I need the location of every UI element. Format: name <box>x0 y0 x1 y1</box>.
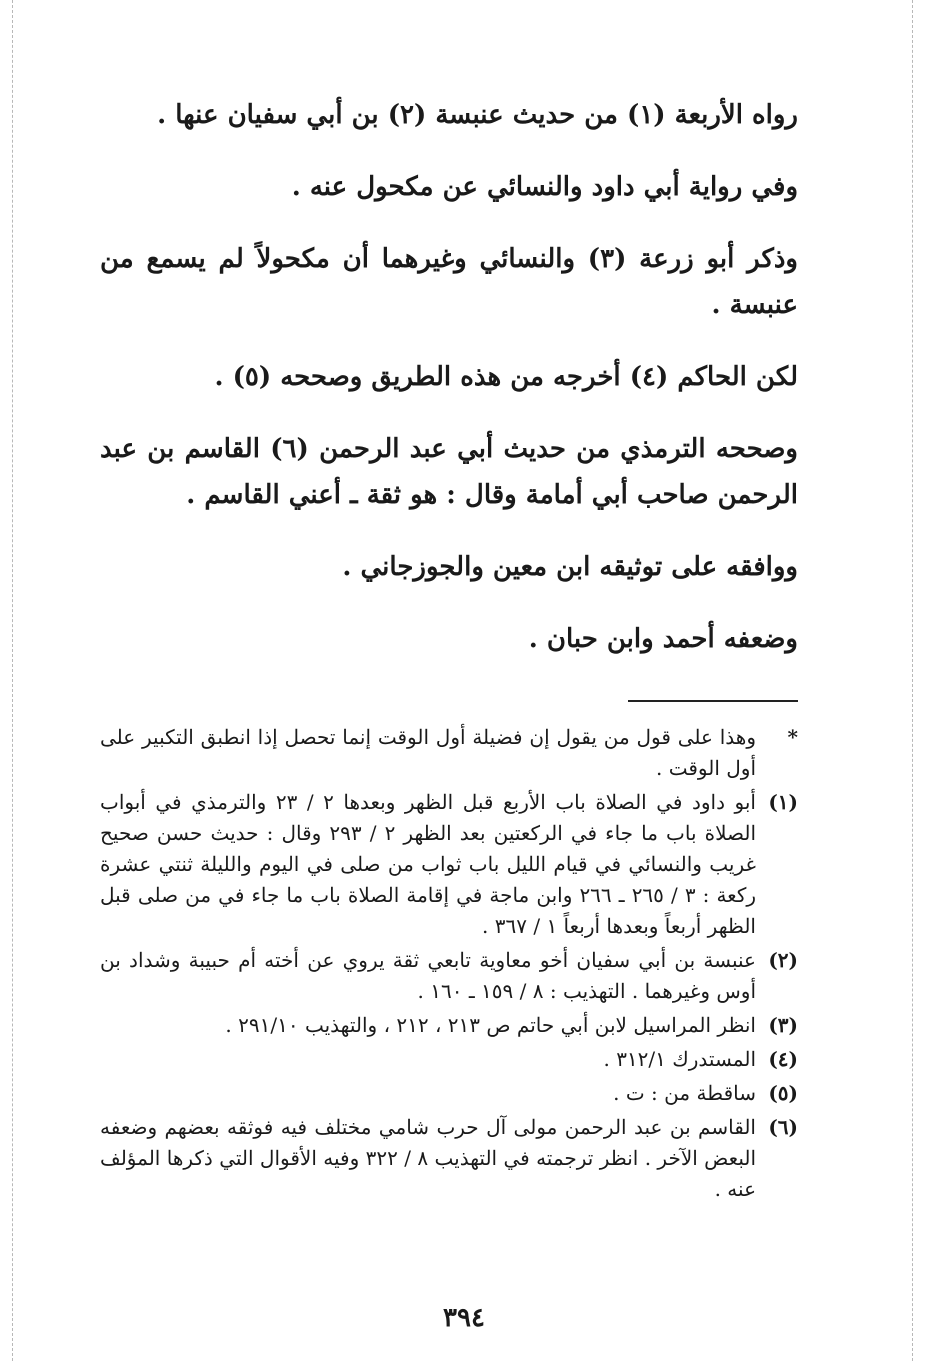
footnote-separator <box>628 700 798 702</box>
footnote <box>100 1010 798 1041</box>
paragraph: وصححه الترمذي من حديث أبي عبد الرحمن (٦) القاسم بن عبد الرحمن صاحب أبي أمامة وقال : هو ثقة ـ أعني القاسم . <box>100 434 798 510</box>
footnote-text: المستدرك ٣١٢/١ . <box>603 1047 756 1071</box>
main-text <box>100 92 798 662</box>
footnote-marker: (٥) <box>768 1081 798 1105</box>
footnote-text: انظر المراسيل لابن أبي حاتم ص ٢١٣ ، ٢١٢ ، والتهذيب ٢٩١/١٠ . <box>225 1013 756 1037</box>
paragraph: وفي رواية أبي داود والنسائي عن مكحول عنه . <box>291 172 798 202</box>
footnote-marker: (٤) <box>768 1047 798 1071</box>
paragraph: رواه الأربعة (١) من حديث عنبسة (٢) بن أبي سفيان عنها . <box>157 100 798 130</box>
book-page <box>100 92 798 1292</box>
footnote-marker: (٢) <box>768 948 798 972</box>
paragraph: وذكر أبو زرعة (٣) والنسائي وغيرهما أن مكحولاً لم يسمع من عنبسة . <box>100 244 798 320</box>
footnote <box>100 1044 798 1075</box>
paragraph: لكن الحاكم (٤) أخرجه من هذه الطريق وصححه (٥) . <box>214 362 798 392</box>
footnote-text: وهذا على قول من يقول إن فضيلة أول الوقت إنما تحصل إذا انطبق التكبير على أول الوقت . <box>100 725 756 780</box>
footnote <box>100 1078 798 1109</box>
footnote-marker: (١) <box>768 790 798 814</box>
footnote <box>100 722 798 784</box>
footnote <box>100 1112 798 1205</box>
left-margin-dots <box>12 0 13 1361</box>
footnote-text: القاسم بن عبد الرحمن مولى آل حرب شامي مختلف فيه فوثقه بعضهم وضعفه البعض الآخر . انظر ترجمته في التهذيب ٨ / ٣٢٢ وفيه الأقوال التي ذكرها المؤلف عنه . <box>100 1115 757 1201</box>
footnote-marker: * <box>787 725 798 749</box>
page-number: ٣٩٤ <box>443 1303 485 1333</box>
footnote-text: ساقطة من : ت . <box>613 1081 756 1105</box>
footnote <box>100 945 798 1007</box>
footnote-text: عنبسة بن أبي سفيان أخو معاوية تابعي ثقة يروي عن أخته أم حبيبة وشداد بن أوس وغيرهما . التهذيب : ٨ / ١٥٩ ـ ١٦٠ . <box>100 948 756 1003</box>
paragraph: وضعفه أحمد وابن حبان . <box>528 624 798 654</box>
footnote-marker: (٦) <box>768 1115 798 1139</box>
right-margin-dots <box>912 0 913 1361</box>
footnote-marker: (٣) <box>768 1013 798 1037</box>
paragraph: ووافقه على توثيقه ابن معين والجوزجاني . <box>342 552 798 582</box>
footnote <box>100 787 798 942</box>
footnotes <box>100 722 798 1205</box>
footnote-text: أبو داود في الصلاة باب الأربع قبل الظهر وبعدها ٢ / ٢٣ والترمذي في أبواب الصلاة باب ما جاء في الركعتين بعد الظهر ٢ / ٢٩٣ وقال : حديث حسن صحيح غريب والنسائي في قيام الليل باب ثواب من صلى في اليوم والليلة ثنتي عشرة ركعة : ٣ / ٢٦٥ ـ ٢٦٦ وابن ماجة في إقامة الصلاة باب ما جاء في من صلى قبل الظهر أربعاً وبعدها أربعاً ١ / ٣٦٧ . <box>100 790 757 938</box>
